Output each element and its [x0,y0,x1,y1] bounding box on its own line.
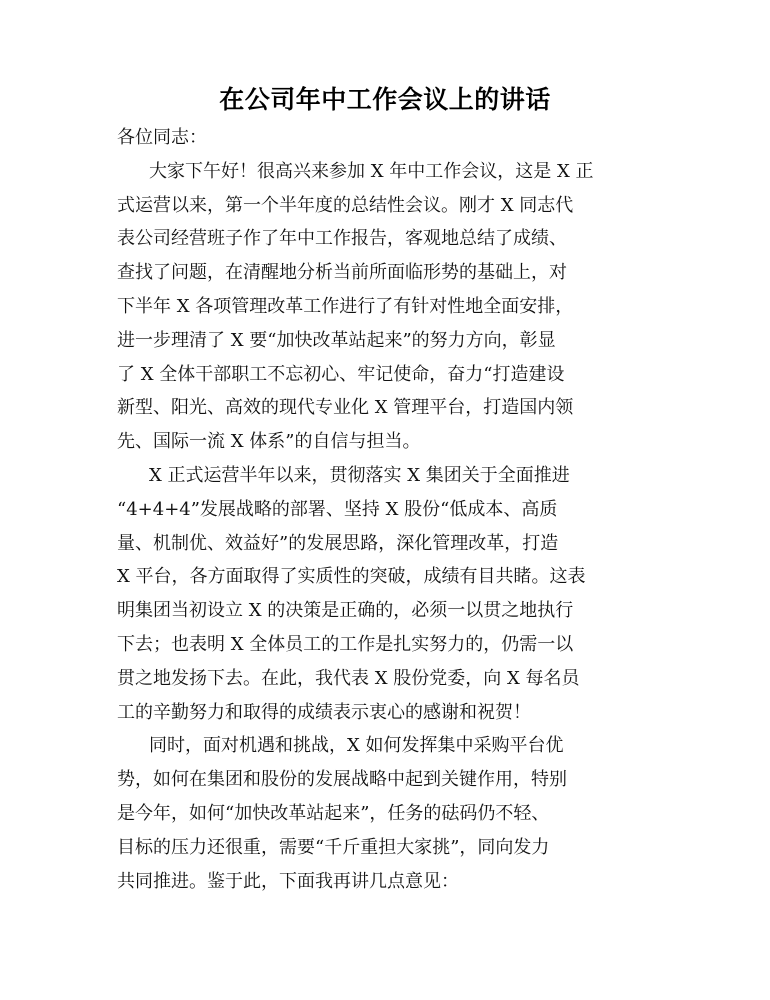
paragraph-line: 下半年 X 各项管理改革工作进行了有针对性地全面安排， [117,295,574,317]
paragraph-line: 新型、阳光、高效的现代专业化 X 管理平台，打造国内领 [117,397,574,419]
document-title: 在公司年中工作会议上的讲话 [219,85,551,114]
paragraph-line: X 平台，各方面取得了实质性的突破，成绩有目共睹。这表 [117,566,586,588]
paragraph-line: 进一步理清了 X 要“加快改革站起来”的努力方向，彰显 [117,329,556,351]
paragraph-line: 贯之地发扬下去。在此，我代表 X 股份党委，向 X 每名员 [117,667,580,689]
paragraph-line: 同时，面对机遇和挑战，X 如何发挥集中采购平台优 [149,735,564,757]
salutation: 各位同志： [117,127,207,148]
paragraph-line: 量、机制优、效益好”的发展思路，深化管理改革，打造 [117,532,559,554]
paragraph-line: 目标的压力还很重，需要“千斤重担大家挑”，同向发力 [117,836,550,858]
paragraph-line: 先、国际一流 X 体系”的自信与担当。 [117,431,421,453]
paragraph-line: “4+4+4”发展战略的部署、坚持 X 股份“低成本、高质 [117,498,558,520]
paragraph-line: 了 X 全体干部职工不忘初心、牢记使命，奋力“打造建设 [117,363,565,385]
paragraph-1 [117,155,657,459]
paragraph-line: X 正式运营半年以来，贯彻落实 X 集团关于全面推进 [149,464,570,486]
paragraph-3 [117,729,657,898]
paragraph-line: 下去；也表明 X 全体员工的工作是扎实努力的，仍需一以 [117,633,574,655]
paragraph-line: 明集团当初设立 X 的决策是正确的，必须一以贯之地执行 [117,600,574,622]
paragraph-line: 共同推进。鉴于此，下面我再讲几点意见： [117,870,459,892]
paragraph-2 [117,459,657,729]
paragraph-line: 工的辛勤努力和取得的成绩表示衷心的感谢和祝贺！ [117,701,531,723]
paragraph-line: 是今年，如何“加快改革站起来”，任务的砝码仍不轻、 [117,802,550,824]
paragraph-line: 势，如何在集团和股份的发展战略中起到关键作用，特别 [117,769,567,791]
document-body [117,121,657,898]
paragraph-line: 查找了问题，在清醒地分析当前所面临形势的基础上，对 [117,262,567,284]
paragraph-line: 表公司经营班子作了年中工作报告，客观地总结了成绩、 [117,228,567,250]
paragraph-line: 大家下午好！很高兴来参加 X 年中工作会议，这是 X 正 [149,160,594,182]
paragraph-line: 式运营以来，第一个半年度的总结性会议。刚才 X 同志代 [117,194,574,216]
